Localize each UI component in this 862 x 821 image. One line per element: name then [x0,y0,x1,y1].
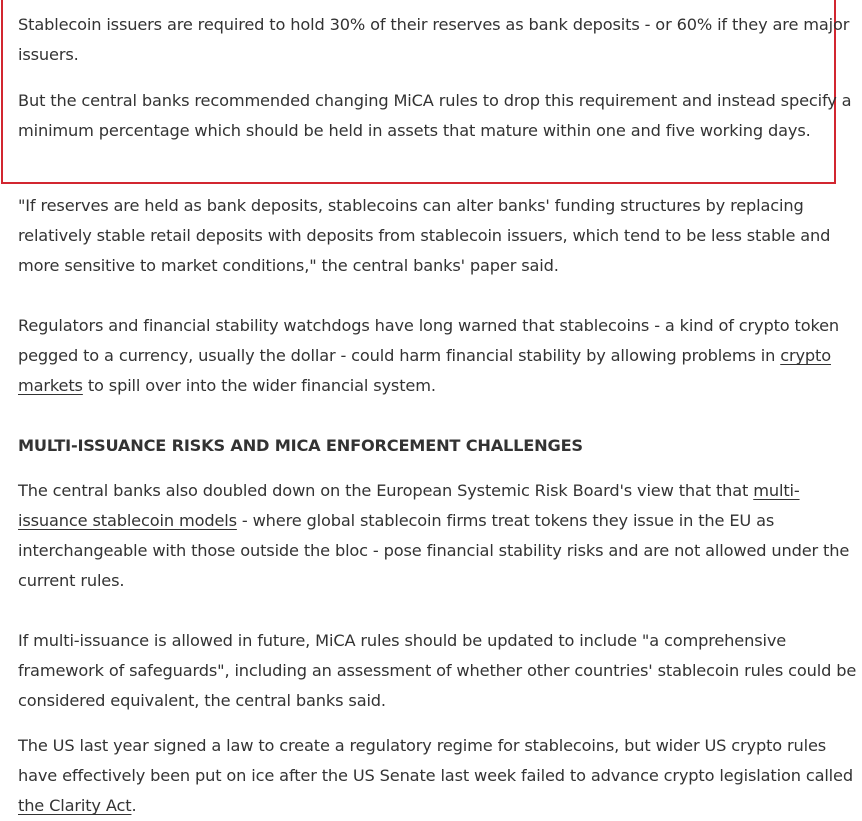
paragraph-text: The US last year signed a law to create a regulatory regime for stablecoins, but wider US crypto rules have effectively been put on ice after the US Senate last week failed to advance crypto legislation called [18,736,853,785]
paragraph-mica-recommendation: But the central banks recommended changing MiCA rules to drop this requirement and instead specify a minimum percentage which should be held in assets that mature within one and five working days. [18,91,852,140]
paragraph-reserve-requirement: Stablecoin issuers are required to hold 30% of their reserves as bank deposits - or 60% if they are major issuers. [18,15,850,64]
multi-issuance-link[interactable]: multi-issuance stablecoin models [18,481,800,530]
paragraph-text: - where global stablecoin firms treat tokens they issue in the EU as interchangeable with those outside the bloc - pose financial stability risks and are not allowed under the current rules. [18,511,850,590]
paragraph-text: . [131,796,137,815]
paragraph-esrb-view [18,476,862,596]
section-heading: MULTI-ISSUANCE RISKS AND MICA ENFORCEMENT CHALLENGES [18,436,583,455]
clarity-act-link[interactable]: the Clarity Act [18,796,132,815]
crypto-markets-link[interactable]: crypto markets [18,346,831,395]
paragraph-text: to spill over into the wider financial system. [82,376,436,395]
paragraph-regulators-warning [18,311,862,401]
paragraph-text: The central banks also doubled down on the European Systemic Risk Board's view that that [18,481,754,500]
paragraph-text: Regulators and financial stability watchdogs have long warned that stablecoins - a kind of crypto token pegged to a currency, usually the dollar - could harm financial stability by allowing problems in [18,316,840,365]
paragraph-central-banks-quote: "If reserves are held as bank deposits, stablecoins can alter banks' funding structures by replacing relatively stable retail deposits with deposits from stablecoin issuers, which tend to be less stable and more sensitive to market conditions," the central banks' paper said. [18,196,831,275]
paragraph-us-regulation [18,731,862,821]
paragraph-safeguards: If multi-issuance is allowed in future, MiCA rules should be updated to include "a comprehensive framework of safeguards", including an assessment of whether other countries' stablecoin rules could be considered equivalent, the central banks said. [18,631,857,710]
